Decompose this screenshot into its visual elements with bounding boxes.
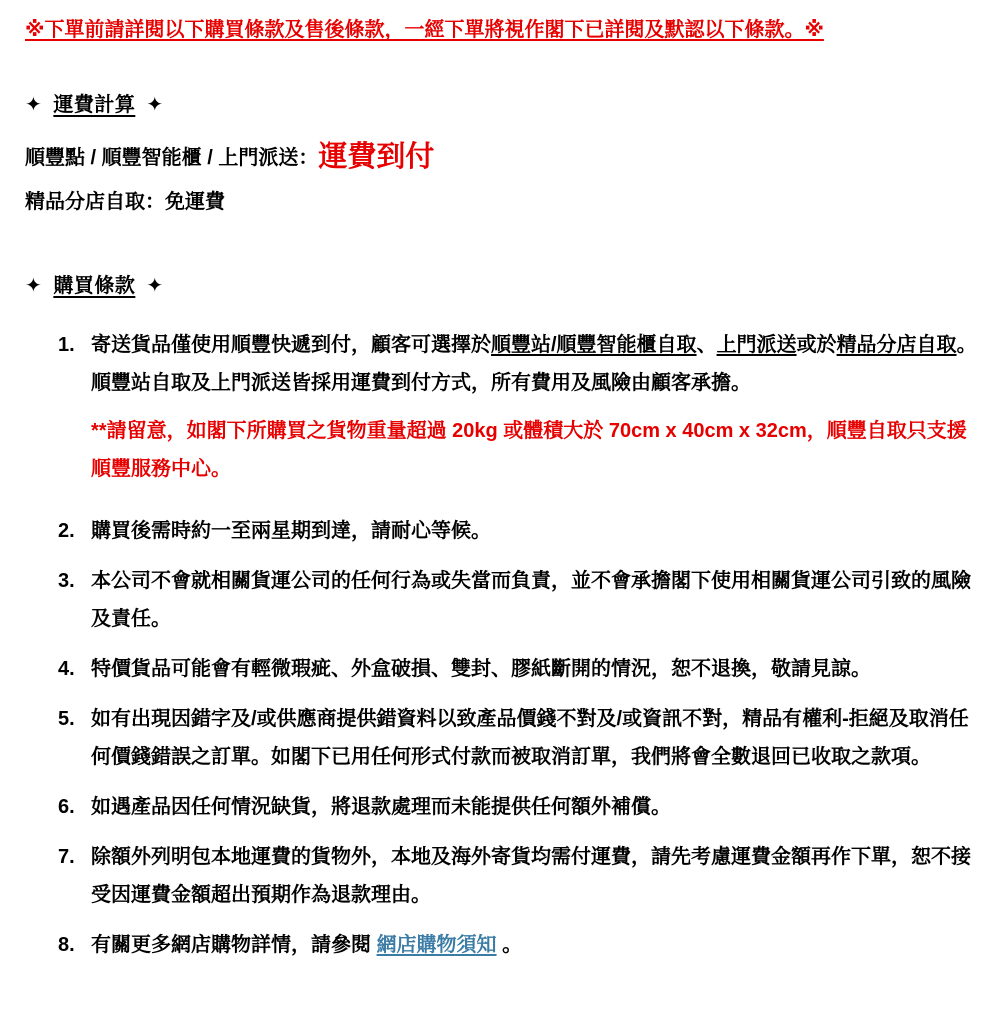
term-number: 8. (58, 934, 75, 956)
text-segment: 寄送貨品僅使用順豐快遞到付，顧客可選擇於 (91, 334, 491, 356)
term-body (91, 700, 977, 776)
diamond-icon: ✦ (146, 275, 164, 297)
term-body (91, 926, 977, 964)
term-text (91, 838, 977, 914)
term-text (91, 788, 977, 826)
pre-order-notice: ※下單前請詳閱以下購買條款及售後條款，一經下單將視作閣下已詳閱及默認以下條款。※ (25, 19, 824, 41)
text-segment: 如有出現因錯字及/或供應商提供錯資料以致產品價錢不對及/或資訊不對，精品有權利-拒絕及取消任何價錢錯誤之訂單。如閣下已用任何形式付款而被取消訂單，我們將會全數退回已收取之款項。 (91, 708, 969, 768)
term-number: 3. (58, 570, 75, 592)
term-body (91, 838, 977, 914)
text-segment: **請留意，如閣下所購買之貨物重量超過 20kg 或體積大於 70cm x 40cm x 32cm，順豐自取只支援順豐服務中心。 (91, 420, 967, 480)
text-segment: 精品分店自取 (836, 334, 957, 356)
store-pickup-line: 精品分店自取：免運費 (25, 191, 225, 213)
shipping-fee-section (25, 88, 977, 217)
term-item-6 (58, 788, 977, 826)
shop-guide-link[interactable]: 網店購物須知 (376, 934, 497, 956)
term-body (91, 326, 977, 500)
term-text (91, 512, 977, 550)
term-number: 6. (58, 796, 75, 818)
term-item-2 (58, 512, 977, 550)
term-text (91, 562, 977, 638)
delivery-methods-line (25, 143, 977, 173)
shipping-heading-title: 運費計算 (53, 94, 136, 116)
diamond-icon: ✦ (146, 94, 164, 116)
term-number: 4. (58, 658, 75, 680)
text-segment: 順豐站/順豐智能櫃自取 (491, 334, 697, 356)
text-segment: 特價貨品可能會有輕微瑕疵、外盒破損、雙封、膠紙斷開的情況，恕不退換，敬請見諒。 (91, 658, 871, 680)
text-segment: 或於 (796, 334, 837, 356)
term-body (91, 512, 977, 550)
term-item-3 (58, 562, 977, 638)
text-segment: 本公司不會就相關貨運公司的任何行為或失當而負責，並不會承擔閣下使用相關貨運公司引致的風險及責任。 (91, 570, 971, 630)
terms-list (58, 326, 977, 964)
text-segment: 運費到付 (318, 141, 435, 173)
term-body (91, 788, 977, 826)
term-item-7 (58, 838, 977, 914)
term-text (91, 926, 977, 964)
term-item-1 (58, 326, 977, 500)
text-segment: 。 (496, 934, 523, 956)
term-item-8 (58, 926, 977, 964)
term-number: 1. (58, 334, 75, 356)
term-item-4 (58, 650, 977, 688)
term-text (91, 650, 977, 688)
term-number: 2. (58, 520, 75, 542)
text-segment: 上門派送 (716, 334, 797, 356)
term-text (91, 326, 977, 402)
term-number: 7. (58, 846, 75, 868)
text-segment: 如遇產品因任何情況缺貨，將退款處理而未能提供任何額外補償。 (91, 796, 671, 818)
text-segment: 。順豐站自取及上門派送皆採用運費到付方式，所有費用及風險由顧客承擔。 (91, 334, 977, 394)
text-segment: 除額外列明包本地運費的貨物外，本地及海外寄貨均需付運費，請先考慮運費金額再作下單，恕不接受因運費金額超出預期作為退款理由。 (91, 846, 971, 906)
text-segment: 有關更多網店購物詳情，請參閱 (91, 934, 377, 956)
term-item-5 (58, 700, 977, 776)
purchase-terms-section (25, 269, 977, 964)
terms-heading (25, 269, 977, 298)
diamond-icon: ✦ (25, 275, 43, 297)
term-number: 5. (58, 708, 75, 730)
text-segment: 購買後需時約一至兩星期到達，請耐心等候。 (91, 520, 491, 542)
term-note (91, 412, 977, 488)
term-body (91, 650, 977, 688)
terms-heading-title: 購買條款 (53, 275, 136, 297)
diamond-icon: ✦ (25, 94, 43, 116)
shipping-heading (25, 88, 977, 117)
text-segment: 順豐點 / 順豐智能櫃 / 上門派送： (25, 147, 319, 169)
term-text (91, 700, 977, 776)
term-body (91, 562, 977, 638)
text-segment: 、 (696, 334, 717, 356)
